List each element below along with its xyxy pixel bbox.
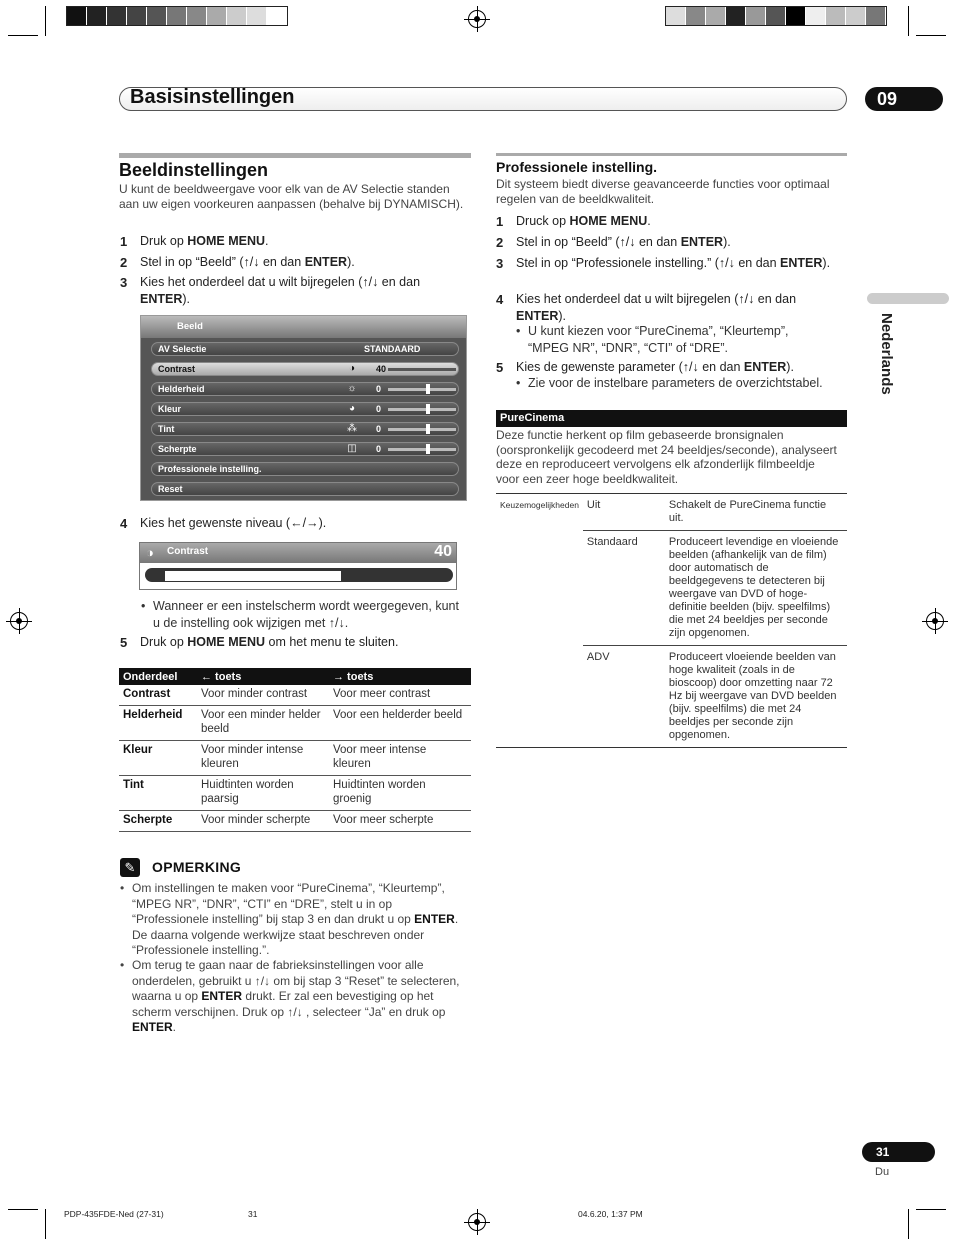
crop-mark	[916, 1209, 946, 1210]
footer-page: 31	[248, 1209, 258, 1219]
table-row: Tint Huidtinten worden paarsig Huidtinten worden groenig	[119, 776, 471, 811]
note-title: OPMERKING	[152, 859, 242, 875]
step-4: 4 Kies het gewenste niveau (←/→).	[120, 516, 327, 531]
osd-contrast-level: ◑ Contrast 40	[139, 542, 457, 590]
section-bar	[496, 153, 847, 156]
crop-mark	[916, 35, 946, 36]
osd-menu-title: Beeld	[177, 321, 203, 332]
contrast-level-slider[interactable]	[145, 568, 453, 582]
crop-mark	[45, 6, 46, 36]
side-language-label: Nederlands	[878, 313, 895, 395]
osd-row-professionele-instelling[interactable]: Professionele instelling.	[151, 462, 459, 476]
step-5: 5 Druk op HOME MENU om het menu te sluiten.	[120, 635, 399, 650]
contrast-icon: ◑	[146, 545, 154, 560]
note-icon: ✎	[120, 858, 140, 877]
step-2: 2 Stel in op “Beeld” (↑/↓ en dan ENTER).	[496, 235, 731, 250]
footer-date: 04.6.20, 1:37 PM	[578, 1209, 643, 1219]
table-header: Onderdeel ← toets → toets	[119, 668, 471, 685]
step-3: 3 Stel in op “Professionele instelling.” (↑/↓ en dan ENTER).	[496, 256, 831, 271]
osd-row-scherpte[interactable]: Scherpte ◫ 0	[151, 442, 459, 456]
osd-row-tint[interactable]: Tint ⁂ 0	[151, 422, 459, 436]
section-heading: Professionele instelling.	[496, 159, 658, 175]
step-4: 4 Kies het onderdeel dat u wilt bijregelen (↑/↓ en dan ENTER).	[496, 292, 797, 323]
crop-mark	[908, 6, 909, 36]
osd-av-value: STANDAARD	[364, 344, 421, 354]
purecinema-header: PureCinema	[496, 410, 847, 427]
osd-row-reset[interactable]: Reset	[151, 482, 459, 496]
page-language: Du	[875, 1166, 890, 1178]
section-intro: U kunt de beeldweergave voor elk van de AV Selectie standen aan uw eigen voorkeuren aanpassen (behalve bij DYNAMISCH).	[119, 182, 464, 211]
osd-menu	[140, 315, 467, 501]
purecinema-description: Deze functie herkent op film gebaseerde bronsignalen (oorspronkelijk gecodeerd met 24 beeldjes/seconde), analyseert deze en reproduceert vervolgens elk afzonderlijk filmbeeldje voor een zeer hoge beeldkwaliteit.	[496, 428, 837, 486]
note-item: • Om instellingen te maken voor “PureCinema”, “Kleurtemp”, “MPEG NR”, “DNR”, “CTI” en “DRE”, stelt u in op “Professionele instelling” bij stap 3 en dan drukt u op ENTER. De daarna volgende werkwijze staat beschreven onder “Professionele instelling.”.	[132, 881, 472, 959]
page-number-badge: 31	[862, 1142, 935, 1162]
osd-row-kleur[interactable]: Kleur ◕ 0	[151, 402, 459, 416]
table-row: Kleur Voor minder intense kleuren Voor meer intense kleuren	[119, 741, 471, 776]
purecinema-options-table	[496, 493, 847, 748]
crop-mark	[45, 1209, 46, 1239]
footer-file: PDP-435FDE-Ned (27-31)	[64, 1209, 164, 1219]
brightness-icon: ☼	[347, 383, 357, 394]
table-row: Contrast Voor minder contrast Voor meer contrast	[119, 685, 471, 706]
color-bar-left	[66, 6, 288, 26]
table-row: Standaard Produceert levendige en vloeiende beelden (afhankelijk van de film) door automatisch de beeldgegevens te detecteren bij weergave van DVD of hoge-definitie beelden (bijv. speelfilms) die met 24 beeldjes per seconde zijn opgenomen.	[496, 531, 847, 646]
step-2: 2 Stel in op “Beeld” (↑/↓ en dan ENTER).	[120, 255, 355, 270]
step-1: 1 Druck op HOME MENU.	[496, 214, 651, 229]
contrast-icon: ◑	[348, 363, 356, 374]
step-5-bullet: • Zie voor de instelbare parameters de overzichtstabel.	[516, 376, 823, 390]
registration-mark-icon	[10, 612, 28, 630]
table-row: ADV Produceert vloeiende beelden van hoge kwaliteit (zoals in de bioscoop) door omzetting naar 72 Hz bij weergave van DVD beelden (bijv. speelfilms) die met 24 beeldjes per seconde zijn opgenomen.	[586, 651, 837, 741]
osd-row-helderheid[interactable]: Helderheid ☼ 0	[151, 382, 459, 396]
note-item: • Om terug te gaan naar de fabrieksinstellingen voor alle onderdelen, gebruikt u ↑/↓ om bij stap 3 “Reset” te selecteren, waarna u op ENTER drukt. Er zal een bevestiging op het scherm verschijnen. Druk op ↑/↓ , selecteer “Ja” en druk op ENTER.	[132, 958, 472, 1036]
page-title: Basisinstellingen	[130, 86, 295, 108]
options-key-label: Keuzemogelijkheden	[500, 500, 579, 510]
tint-icon: ⁂	[347, 423, 357, 434]
osd-row-contrast[interactable]: Contrast ◑ 40	[151, 362, 459, 376]
step-4-bullet: • Wanneer er een instelscherm wordt weergegeven, kunt u de instelling ook wijzigen met ↑/↓.	[141, 599, 459, 630]
section-bar	[119, 153, 471, 158]
registration-mark-icon	[468, 10, 486, 28]
section-intro: Dit systeem biedt diverse geavanceerde functies voor optimaal regelen van de beeldkwaliteit.	[496, 177, 830, 206]
step-1: 1 Druk op HOME MENU.	[120, 234, 269, 249]
chapter-badge: 09	[865, 87, 943, 111]
osd-row-av-selectie[interactable]: AV Selectie STANDAARD	[151, 342, 459, 356]
step-5: 5 Kies de gewenste parameter (↑/↓ en dan ENTER).	[496, 360, 794, 375]
table-row: Helderheid Voor een minder helder beeld Voor een helderder beeld	[119, 706, 471, 741]
section-heading: Beeldinstellingen	[119, 160, 269, 180]
crop-mark	[8, 1209, 38, 1210]
side-tab	[867, 293, 949, 304]
registration-mark-icon	[468, 1213, 486, 1231]
step-3: 3 Kies het onderdeel dat u wilt bijregelen (↑/↓ en dan ENTER).	[120, 275, 421, 306]
color-icon: ◕	[348, 403, 356, 414]
color-bar-right	[665, 6, 887, 26]
table-row: Scherpte Voor minder scherpte Voor meer scherpte	[119, 811, 471, 832]
crop-mark	[8, 35, 38, 36]
settings-table	[119, 668, 471, 832]
sharpness-icon: ◫	[347, 443, 357, 454]
table-row: Keuzemogelijkheden Uit Schakelt de PureCinema functie uit.	[496, 494, 847, 531]
registration-mark-icon	[926, 612, 944, 630]
crop-mark	[908, 1209, 909, 1239]
step-4-bullet: • U kunt kiezen voor “PureCinema”, “Kleurtemp”, “MPEG NR”, “DNR”, “CTI” of “DRE”.	[516, 324, 789, 355]
